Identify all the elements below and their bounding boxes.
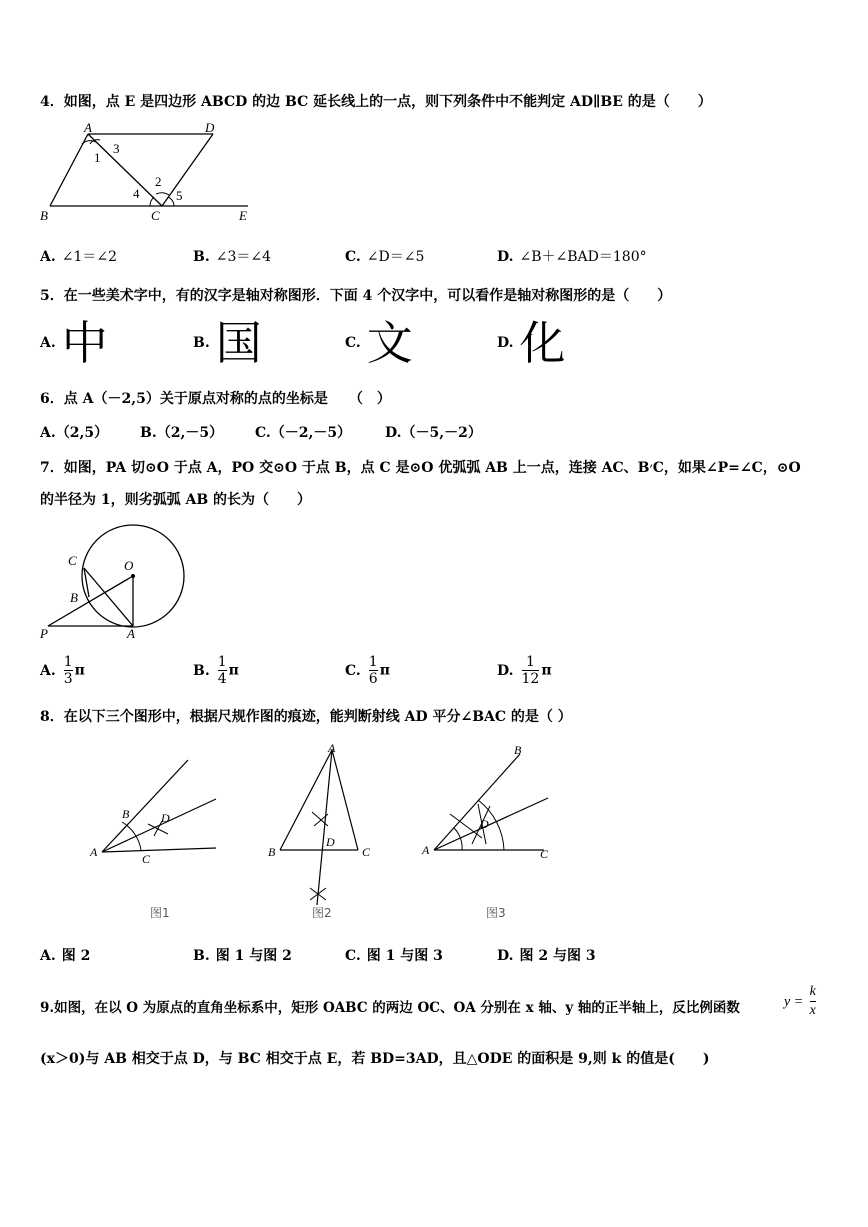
q4-angle-5: 5 bbox=[176, 188, 183, 203]
q5-char-zhong: 中 bbox=[61, 316, 108, 370]
q7-option-b[interactable]: B. $\frac{1}{4}$ π bbox=[193, 654, 239, 687]
q8-figure-1 bbox=[88, 752, 223, 922]
q8-option-a[interactable]: A. 图 2 bbox=[40, 948, 91, 964]
question-5-text: 5．在一些美术字中，有的汉字是轴对称图形．下面 4 个汉字中，可以看作是轴对称图形的是（ ） bbox=[40, 288, 672, 304]
q4-option-a[interactable]: A. ∠1＝∠2 bbox=[40, 249, 118, 265]
q5-option-a[interactable]: A. 中 bbox=[40, 316, 108, 370]
question-8-text: 8．在以下三个图形中，根据尺规作图的痕迹，能判断射线 AD 平分∠BAC 的是（ ） bbox=[40, 709, 572, 725]
q6-option-c[interactable]: C.（－2,－5） bbox=[255, 425, 352, 441]
q8-figure-3 bbox=[420, 742, 560, 922]
fig3-caption: 图3 bbox=[486, 906, 506, 920]
q5-option-b[interactable]: B. 国 bbox=[193, 316, 262, 370]
q4-angle-4: 4 bbox=[133, 186, 140, 201]
q4-angle-3: 3 bbox=[113, 141, 120, 156]
fig3-label-D: D bbox=[480, 817, 489, 831]
q8-option-d[interactable]: D. 图 2 与图 3 bbox=[497, 948, 596, 964]
q7-label-A: A bbox=[127, 626, 135, 641]
question-9-line-2: (x＞0)与 AB 相交于点 D，与 BC 相交于点 E，若 BD=3AD，且△ODE 的面积是 9,则 k 的值是( ) bbox=[40, 1051, 710, 1067]
fig2-label-B: B bbox=[268, 845, 276, 859]
q4-option-b[interactable]: B. ∠3＝∠4 bbox=[193, 249, 271, 265]
question-7-figure bbox=[38, 520, 188, 645]
fig1-label-C: C bbox=[142, 852, 151, 866]
q9-function-formula: y = $\frac{k}{x}$ bbox=[784, 984, 816, 1018]
q7-label-C: C bbox=[68, 553, 77, 568]
q7-label-O: O bbox=[124, 558, 134, 573]
q7-option-c[interactable]: C. $\frac{1}{6}$ π bbox=[345, 654, 390, 687]
q5-option-d[interactable]: D. 化 bbox=[497, 316, 566, 370]
q8-option-b[interactable]: B. 图 1 与图 2 bbox=[193, 948, 292, 964]
q7-label-B: B bbox=[70, 590, 78, 605]
q5-option-c[interactable]: C. 文 bbox=[345, 316, 413, 370]
q4-label-C: C bbox=[151, 208, 160, 223]
question-4-text: 4．如图，点 E 是四边形 ABCD 的边 BC 延长线上的一点，则下列条件中不能判定 AD∥BE 的是（ ） bbox=[40, 94, 712, 110]
q7-label-P: P bbox=[40, 626, 48, 641]
q4-label-B: B bbox=[40, 208, 48, 223]
question-6-text: 6．点 A（－2,5）关于原点对称的点的坐标是 （ ） bbox=[40, 391, 391, 407]
q4-label-A: A bbox=[84, 120, 92, 135]
fig1-label-A: A bbox=[90, 845, 98, 859]
q5-char-hua: 化 bbox=[519, 316, 566, 370]
q8-figure-2 bbox=[262, 740, 382, 922]
q8-option-c[interactable]: C. 图 1 与图 3 bbox=[345, 948, 443, 964]
fig3-label-C: C bbox=[540, 847, 549, 861]
fig2-caption: 图2 bbox=[312, 906, 332, 920]
q4-option-c[interactable]: C. ∠D＝∠5 bbox=[345, 249, 425, 265]
question-9-line-1: 9.如图，在以 O 为原点的直角坐标系中，矩形 OABC 的两边 OC、OA 分别在 x 轴、y 轴的正半轴上，反比例函数 bbox=[40, 1000, 740, 1016]
question-7-line-2: 的半径为 1，则劣弧弧 AB 的长为（ ） bbox=[40, 492, 312, 508]
question-4-figure bbox=[38, 120, 263, 225]
q6-option-b[interactable]: B.（2,－5） bbox=[140, 425, 224, 441]
q4-label-D: D bbox=[205, 120, 215, 135]
fig3-label-B: B bbox=[514, 743, 522, 757]
fig1-label-D: D bbox=[161, 811, 170, 825]
q7-option-d[interactable]: D. $\frac{1}{12}$ π bbox=[497, 654, 552, 687]
q6-option-a[interactable]: A.（2,5） bbox=[40, 425, 109, 441]
q4-angle-1: 1 bbox=[94, 150, 101, 165]
fig1-caption: 图1 bbox=[150, 906, 170, 920]
q5-char-wen: 文 bbox=[366, 316, 413, 370]
fig2-label-A: A bbox=[328, 741, 336, 755]
fig1-label-B: B bbox=[122, 807, 130, 821]
q4-option-d[interactable]: D. ∠B＋∠BAD＝180° bbox=[497, 249, 647, 265]
q4-angle-2: 2 bbox=[155, 174, 162, 189]
q4-label-E: E bbox=[239, 208, 247, 223]
q6-option-d[interactable]: D.（－5,－2） bbox=[385, 425, 482, 441]
fig2-label-D: D bbox=[326, 835, 335, 849]
q5-char-guo: 国 bbox=[215, 316, 262, 370]
q7-option-a[interactable]: A. $\frac{1}{3}$ π bbox=[40, 654, 85, 687]
fig2-label-C: C bbox=[362, 845, 371, 859]
fig3-label-A: A bbox=[422, 843, 430, 857]
question-7-line-1: 7．如图，PA 切⊙O 于点 A，PO 交⊙O 于点 B，点 C 是⊙O 优弧弧 AB 上一点，连接 AC、B׳C，如果∠P=∠C，⊙O bbox=[40, 460, 801, 476]
